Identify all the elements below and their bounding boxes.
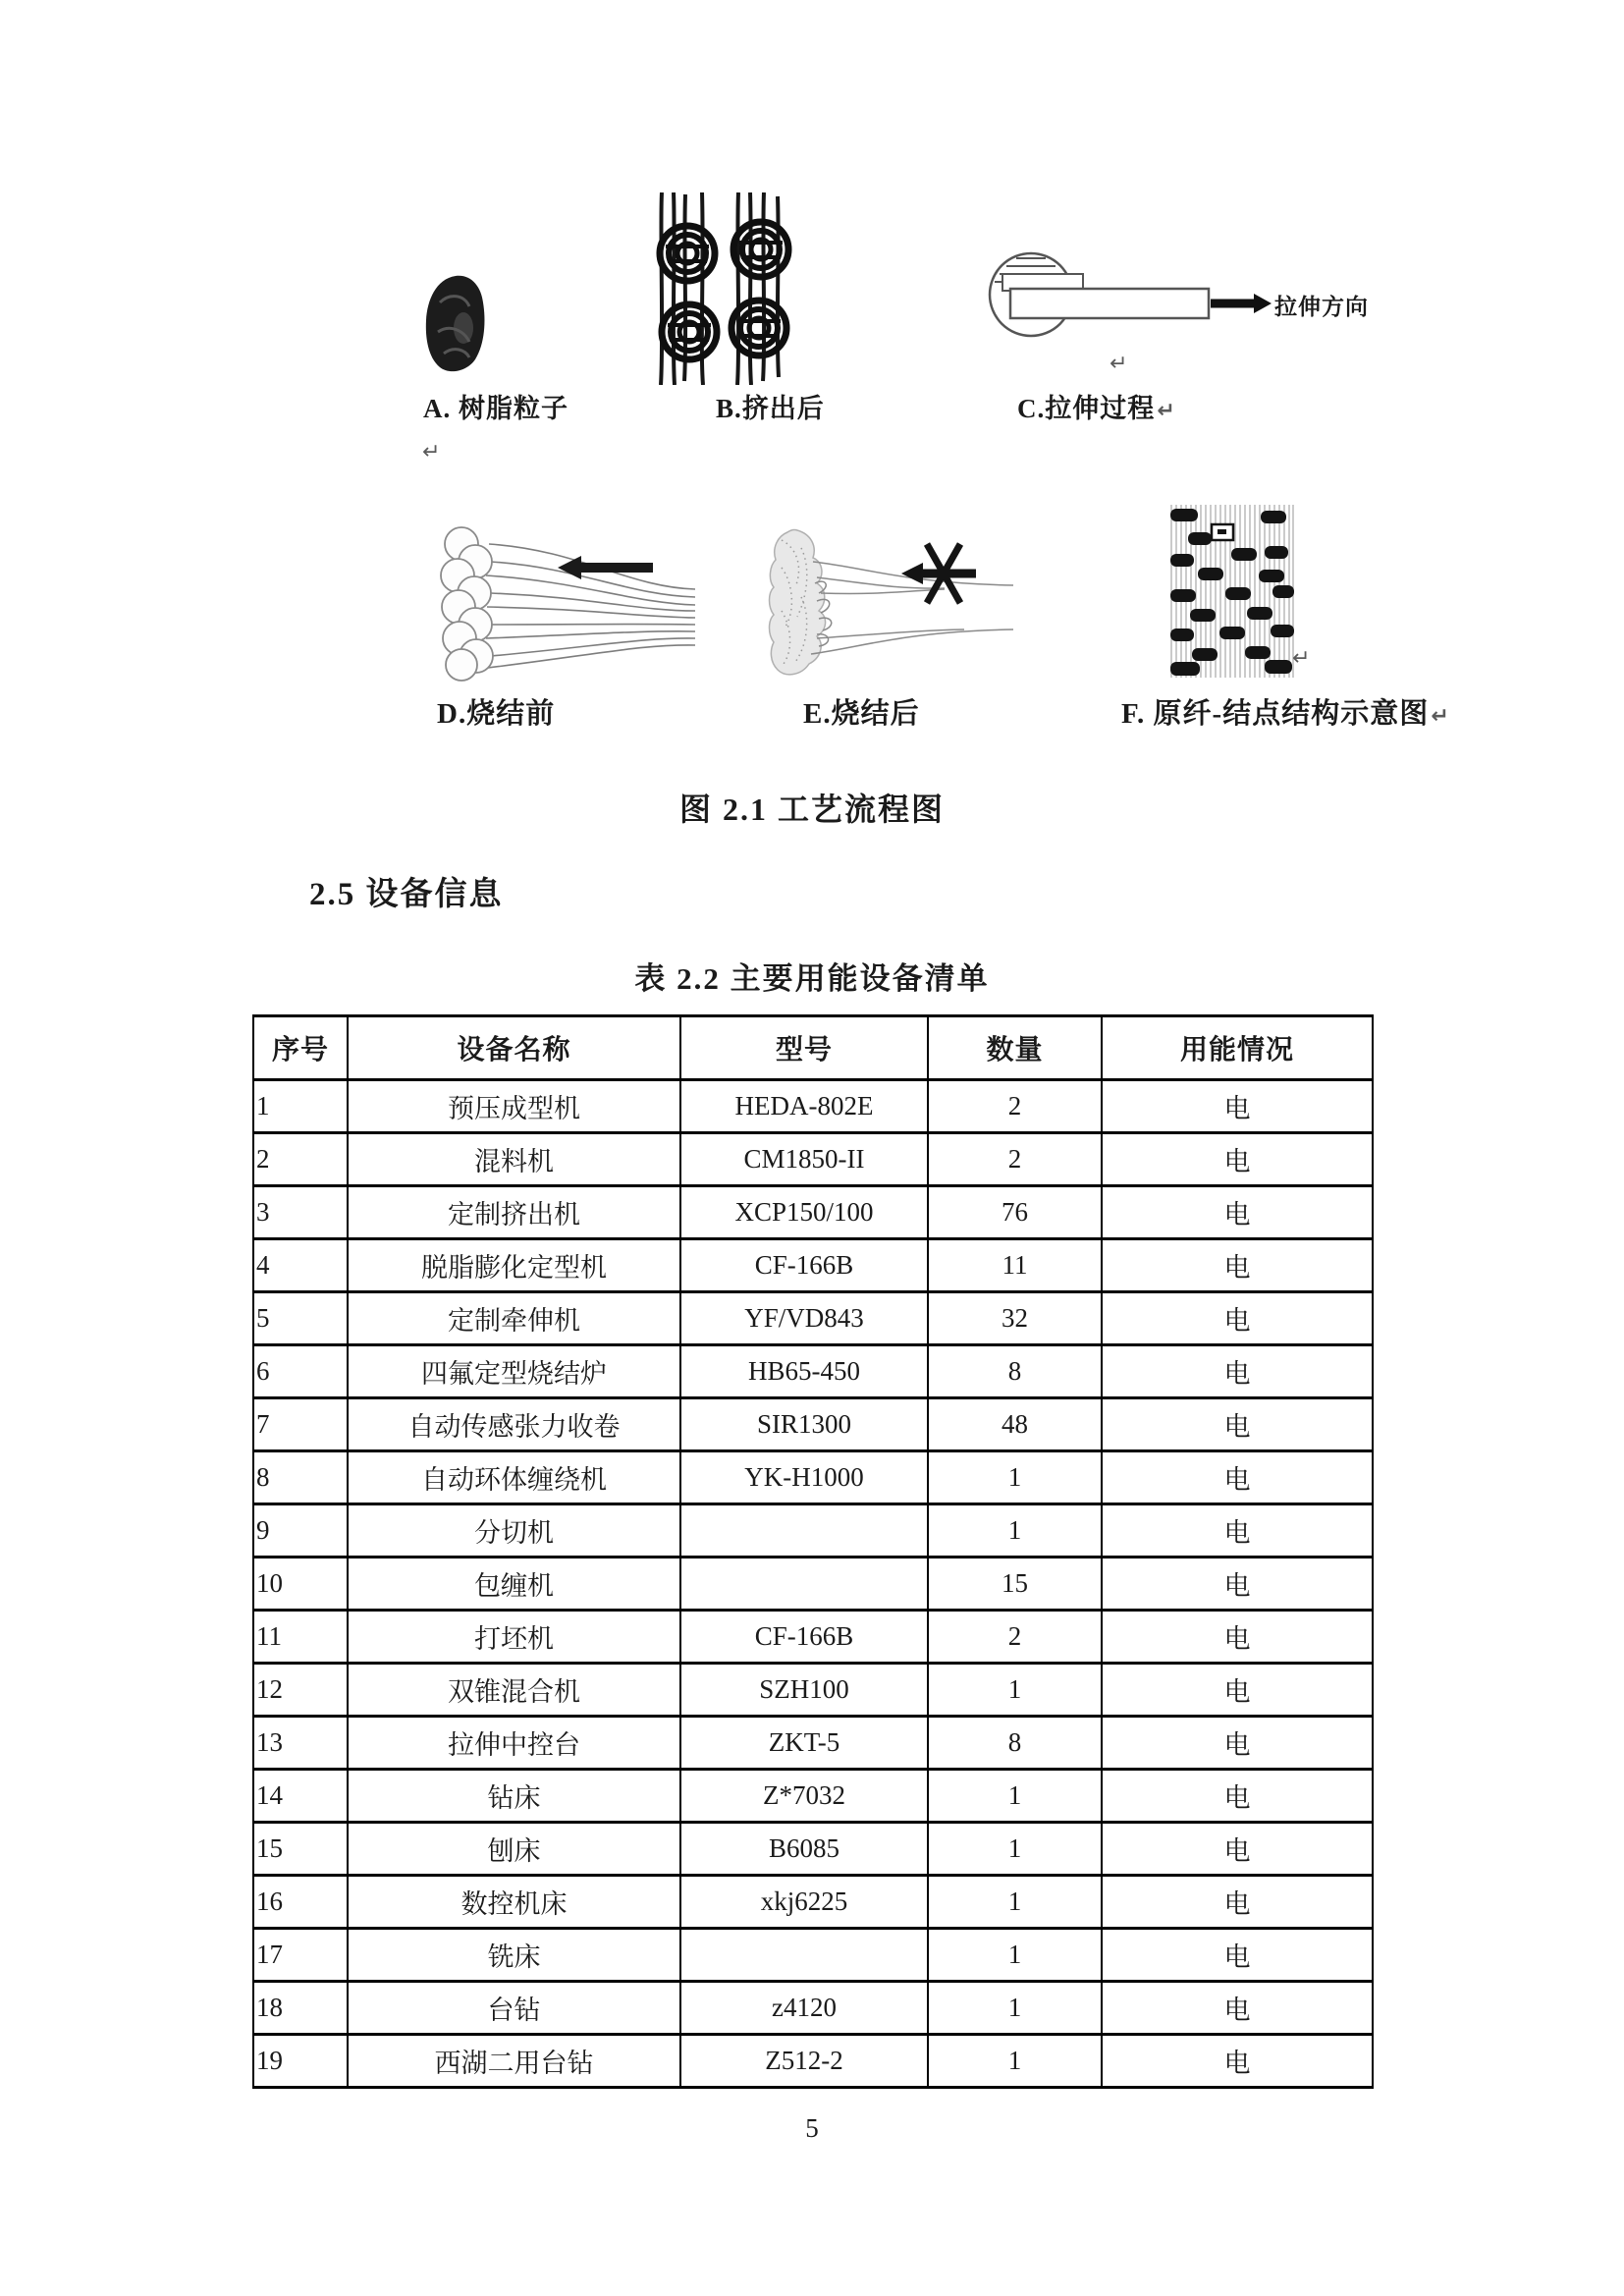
stretching-process-image: [977, 247, 1272, 346]
cell-model: Z512-2: [680, 2035, 928, 2088]
cell-energy-type: 电: [1102, 1717, 1373, 1770]
return-mark: ↵: [1292, 646, 1311, 671]
cell-device-name: 数控机床: [348, 1876, 680, 1929]
cell-energy-type: 电: [1102, 1929, 1373, 1982]
cell-model: HEDA-802E: [680, 1080, 928, 1133]
cell-device-name: 打坯机: [348, 1611, 680, 1664]
cell-index: 13: [253, 1717, 348, 1770]
table-row: [253, 1504, 1373, 1558]
cell-device-name: 刨床: [348, 1823, 680, 1876]
cell-model: CF-166B: [680, 1239, 928, 1292]
cell-model: HB65-450: [680, 1345, 928, 1398]
cell-model: CF-166B: [680, 1611, 928, 1664]
cell-device-name: 定制挤出机: [348, 1186, 680, 1239]
cell-energy-type: 电: [1102, 1982, 1373, 2035]
cell-quantity: 2: [928, 1080, 1102, 1133]
cell-model: z4120: [680, 1982, 928, 2035]
table-row: [253, 1717, 1373, 1770]
table-caption: 表 2.2 主要用能设备清单: [634, 961, 990, 996]
cell-index: 11: [253, 1611, 348, 1664]
cell-index: 19: [253, 2035, 348, 2088]
table-row: [253, 1929, 1373, 1982]
figure-label-c: C.拉伸过程↵: [1017, 394, 1176, 423]
cell-energy-type: 电: [1102, 1770, 1373, 1823]
figure-caption: 图 2.1 工艺流程图: [678, 792, 945, 827]
cell-model: B6085: [680, 1823, 928, 1876]
after-sintering-image: [768, 528, 1019, 681]
return-mark: ↵: [1431, 704, 1450, 729]
cell-model: [680, 1558, 928, 1611]
cell-model: Z*7032: [680, 1770, 928, 1823]
cell-model: [680, 1929, 928, 1982]
cell-device-name: 自动传感张力收卷: [348, 1398, 680, 1451]
figure-label-b: B.挤出后: [716, 394, 825, 423]
cell-quantity: 1: [928, 1982, 1102, 2035]
figure-label-f: F. 原纤-结点结构示意图↵: [1121, 698, 1450, 730]
cell-energy-type: 电: [1102, 1239, 1373, 1292]
cell-energy-type: 电: [1102, 1292, 1373, 1345]
cell-index: 18: [253, 1982, 348, 2035]
stretch-direction-label: 拉伸方向: [1274, 295, 1369, 319]
cell-index: 6: [253, 1345, 348, 1398]
table-row: [253, 1239, 1373, 1292]
cell-index: 3: [253, 1186, 348, 1239]
cell-model: SZH100: [680, 1664, 928, 1717]
return-mark: ↵: [1157, 399, 1176, 423]
cell-energy-type: 电: [1102, 1451, 1373, 1504]
cell-model: SIR1300: [680, 1398, 928, 1451]
cell-index: 1: [253, 1080, 348, 1133]
cell-quantity: 2: [928, 1611, 1102, 1664]
equipment-table: [252, 1014, 1374, 2089]
cell-quantity: 1: [928, 1876, 1102, 1929]
figure-label-e: E.烧结后: [803, 698, 920, 730]
table-row: [253, 1080, 1373, 1133]
table-row: [253, 1345, 1373, 1398]
cell-model: ZKT-5: [680, 1717, 928, 1770]
header-index: 序号: [253, 1016, 348, 1080]
cell-quantity: 1: [928, 1823, 1102, 1876]
header-quantity: 数量: [928, 1016, 1102, 1080]
cell-index: 14: [253, 1770, 348, 1823]
table-header-row: [253, 1016, 1373, 1080]
cell-device-name: 台钻: [348, 1982, 680, 2035]
cell-device-name: 拉伸中控台: [348, 1717, 680, 1770]
cell-energy-type: 电: [1102, 1504, 1373, 1558]
table-row: [253, 1398, 1373, 1451]
cell-index: 7: [253, 1398, 348, 1451]
cell-energy-type: 电: [1102, 1876, 1373, 1929]
cell-quantity: 1: [928, 1504, 1102, 1558]
cell-index: 4: [253, 1239, 348, 1292]
cell-model: YF/VD843: [680, 1292, 928, 1345]
cell-device-name: 脱脂膨化定型机: [348, 1239, 680, 1292]
table-row: [253, 2035, 1373, 2088]
cell-device-name: 定制牵伸机: [348, 1292, 680, 1345]
cell-energy-type: 电: [1102, 1080, 1373, 1133]
page-number: 5: [805, 2113, 819, 2143]
cell-index: 2: [253, 1133, 348, 1186]
cell-quantity: 1: [928, 1451, 1102, 1504]
cell-energy-type: 电: [1102, 1345, 1373, 1398]
cell-index: 8: [253, 1451, 348, 1504]
cell-model: xkj6225: [680, 1876, 928, 1929]
cell-quantity: 15: [928, 1558, 1102, 1611]
cell-model: XCP150/100: [680, 1186, 928, 1239]
cell-quantity: 1: [928, 1664, 1102, 1717]
cell-device-name: 西湖二用台钻: [348, 2035, 680, 2088]
cell-quantity: 2: [928, 1133, 1102, 1186]
cell-quantity: 1: [928, 1929, 1102, 1982]
table-row: [253, 1982, 1373, 2035]
table-row: [253, 1133, 1373, 1186]
cell-quantity: 32: [928, 1292, 1102, 1345]
cell-device-name: 钻床: [348, 1770, 680, 1823]
header-energy-type: 用能情况: [1102, 1016, 1373, 1080]
cell-model: YK-H1000: [680, 1451, 928, 1504]
cell-quantity: 48: [928, 1398, 1102, 1451]
cell-index: 16: [253, 1876, 348, 1929]
cell-model: [680, 1504, 928, 1558]
header-model: 型号: [680, 1016, 928, 1080]
figure-label-d: D.烧结前: [437, 698, 556, 730]
return-mark: ↵: [422, 440, 441, 465]
cell-device-name: 分切机: [348, 1504, 680, 1558]
section-heading: 2.5 设备信息: [309, 877, 504, 912]
table-row: [253, 1186, 1373, 1239]
cell-quantity: 8: [928, 1717, 1102, 1770]
table-row: [253, 1876, 1373, 1929]
cell-device-name: 混料机: [348, 1133, 680, 1186]
cell-device-name: 双锥混合机: [348, 1664, 680, 1717]
cell-energy-type: 电: [1102, 1664, 1373, 1717]
cell-quantity: 76: [928, 1186, 1102, 1239]
cell-energy-type: 电: [1102, 2035, 1373, 2088]
cell-quantity: 1: [928, 1770, 1102, 1823]
cell-quantity: 11: [928, 1239, 1102, 1292]
cell-device-name: 预压成型机: [348, 1080, 680, 1133]
cell-index: 17: [253, 1929, 348, 1982]
table-row: [253, 1611, 1373, 1664]
cell-energy-type: 电: [1102, 1558, 1373, 1611]
cell-index: 9: [253, 1504, 348, 1558]
before-sintering-image: [432, 522, 697, 682]
return-mark: ↵: [1110, 352, 1128, 376]
cell-index: 10: [253, 1558, 348, 1611]
cell-index: 5: [253, 1292, 348, 1345]
cell-quantity: 8: [928, 1345, 1102, 1398]
cell-device-name: 铣床: [348, 1929, 680, 1982]
cell-energy-type: 电: [1102, 1398, 1373, 1451]
cell-device-name: 四氟定型烧结炉: [348, 1345, 680, 1398]
table-row: [253, 1558, 1373, 1611]
table-row: [253, 1664, 1373, 1717]
cell-index: 12: [253, 1664, 348, 1717]
cell-index: 15: [253, 1823, 348, 1876]
cell-energy-type: 电: [1102, 1186, 1373, 1239]
cell-device-name: 包缠机: [348, 1558, 680, 1611]
cell-device-name: 自动环体缠绕机: [348, 1451, 680, 1504]
figure-label-a: A. 树脂粒子: [423, 394, 568, 423]
table-row: [253, 1451, 1373, 1504]
table-row: [253, 1770, 1373, 1823]
header-device-name: 设备名称: [348, 1016, 680, 1080]
fibril-node-structure-image: [1168, 503, 1296, 680]
after-extrusion-image: [648, 192, 800, 385]
cell-model: CM1850-II: [680, 1133, 928, 1186]
resin-particle-image: [420, 273, 491, 375]
cell-quantity: 1: [928, 2035, 1102, 2088]
cell-energy-type: 电: [1102, 1611, 1373, 1664]
cell-energy-type: 电: [1102, 1823, 1373, 1876]
table-row: [253, 1823, 1373, 1876]
cell-energy-type: 电: [1102, 1133, 1373, 1186]
table-row: [253, 1292, 1373, 1345]
